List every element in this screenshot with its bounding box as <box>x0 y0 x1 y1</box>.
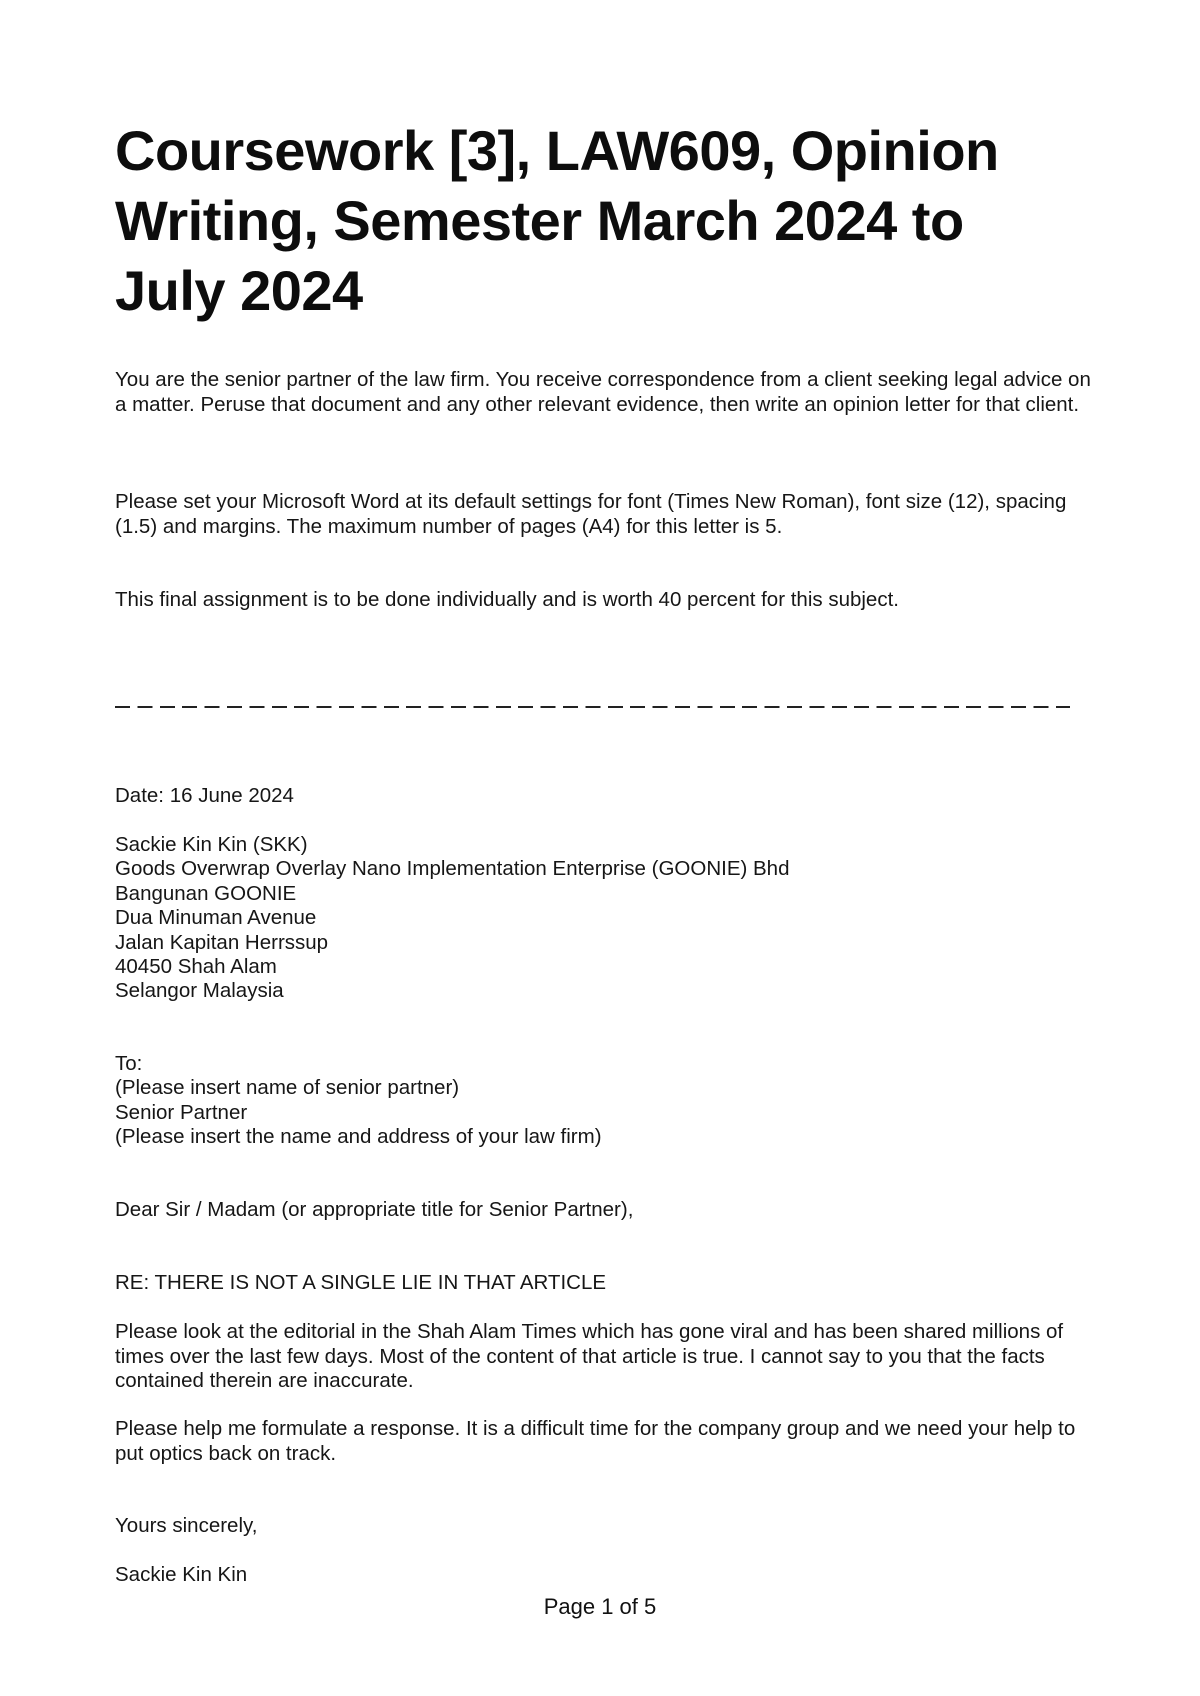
recipient-line: (Please insert the name and address of your law firm) <box>115 1125 602 1149</box>
letter-subject: RE: THERE IS NOT A SINGLE LIE IN THAT ARTICLE <box>115 1271 607 1294</box>
sender-line: Sackie Kin Kin (SKK) <box>115 833 308 856</box>
dashed-divider <box>115 706 1070 708</box>
sender-line: Dua Minuman Avenue <box>115 906 317 930</box>
instruction-paragraph-3: This final assignment is to be done individually and is worth 40 percent for this subject. <box>115 588 899 611</box>
letter-closing: Yours sincerely, <box>115 1514 258 1537</box>
sender-line: 40450 Shah Alam <box>115 955 277 979</box>
letter-body-paragraph-1: Please look at the editorial in the Shah Alam Times which has gone viral and has been shared millions of times over the last few days. Most of the content of that article is true. I cannot say to you that the facts contained therein are inaccurate. <box>115 1320 1064 1392</box>
sender-line: Goods Overwrap Overlay Nano Implementation Enterprise (GOONIE) Bhd <box>115 857 790 881</box>
sender-line: Bangunan GOONIE <box>115 881 297 905</box>
recipient-address <box>115 1052 1095 1150</box>
instruction-paragraph-1: You are the senior partner of the law firm. You receive correspondence from a client seeking legal advice on a matter. Peruse that document and any other relevant evidence, then write an opinion letter for that client. <box>115 368 1091 416</box>
document-title: Coursework [3], LAW609, Opinion Writing, Semester March 2024 to July 2024 <box>115 119 999 322</box>
instruction-paragraph-2: Please set your Microsoft Word at its default settings for font (Times New Roman), font size (12), spacing (1.5) and margins. The maximum number of pages (A4) for this letter is 5. <box>115 490 1067 538</box>
letter-body-paragraph-2: Please help me formulate a response. It is a difficult time for the company group and we need your help to put optics back on track. <box>115 1417 1076 1465</box>
letter-salutation: Dear Sir / Madam (or appropriate title for Senior Partner), <box>115 1198 634 1221</box>
sender-line: Jalan Kapitan Herrssup <box>115 930 329 954</box>
recipient-line: Senior Partner <box>115 1100 248 1124</box>
recipient-line: To: <box>115 1052 143 1075</box>
sender-line: Selangor Malaysia <box>115 979 284 1003</box>
letter-signature: Sackie Kin Kin <box>115 1563 248 1586</box>
sender-address <box>115 833 1095 1004</box>
recipient-line: (Please insert name of senior partner) <box>115 1076 460 1100</box>
page-number: Page 1 of 5 <box>543 1594 657 1619</box>
letter-date: Date: 16 June 2024 <box>115 784 294 807</box>
